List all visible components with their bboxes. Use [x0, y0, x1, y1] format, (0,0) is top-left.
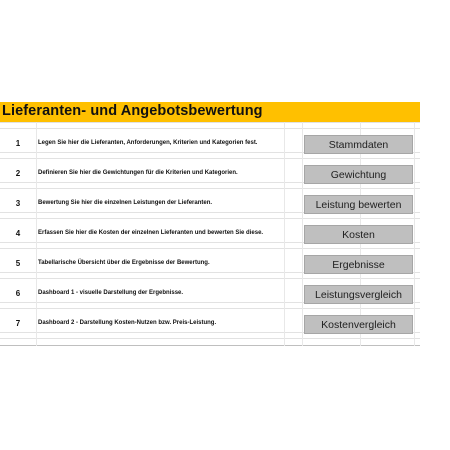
ergebnisse-button[interactable]: Ergebnisse: [304, 255, 413, 274]
spreadsheet: [0, 102, 420, 346]
step-description: Tabellarische Übersicht über die Ergebnisse der Bewertung.: [38, 260, 210, 266]
kosten-button[interactable]: Kosten: [304, 225, 413, 244]
page-title: Lieferanten- und Angebotsbewertung: [2, 103, 263, 119]
step-number: 3: [15, 199, 21, 208]
list-item: [0, 158, 420, 188]
list-item: [0, 308, 420, 338]
step-description: Bewertung Sie hier die einzelnen Leistungen der Lieferanten.: [38, 200, 213, 206]
step-number: 1: [15, 139, 21, 148]
step-number: 6: [15, 289, 21, 298]
list-item: [0, 278, 420, 308]
leistung-bewerten-button[interactable]: Leistung bewerten: [304, 195, 413, 214]
leistungsvergleich-button[interactable]: Leistungsvergleich: [304, 285, 413, 304]
title-bar: [0, 102, 420, 122]
step-description: Dashboard 1 - visuelle Darstellung der Ergebnisse.: [38, 290, 184, 296]
step-number: 5: [15, 259, 21, 268]
step-description: Erfassen Sie hier die Kosten der einzelnen Lieferanten und bewerten Sie diese.: [38, 230, 264, 236]
step-number: 2: [15, 169, 21, 178]
list-item: [0, 248, 420, 278]
stammdaten-button[interactable]: Stammdaten: [304, 135, 413, 154]
grid-line: [0, 122, 420, 123]
kostenvergleich-button[interactable]: Kostenvergleich: [304, 315, 413, 334]
step-number: 4: [15, 229, 21, 238]
list-item: [0, 128, 420, 158]
cell-grid: [0, 122, 420, 346]
list-item: [0, 218, 420, 248]
list-item: [0, 188, 420, 218]
step-number: 7: [15, 319, 21, 328]
gewichtung-button[interactable]: Gewichtung: [304, 165, 413, 184]
step-description: Legen Sie hier die Lieferanten, Anforderungen, Kriterien und Kategorien fest.: [38, 140, 258, 146]
grid-line: [0, 338, 420, 339]
step-description: Definieren Sie hier die Gewichtungen für die Kriterien und Kategorien.: [38, 170, 238, 176]
step-description: Dashboard 2 - Darstellung Kosten-Nutzen bzw. Preis-Leistung.: [38, 320, 217, 326]
